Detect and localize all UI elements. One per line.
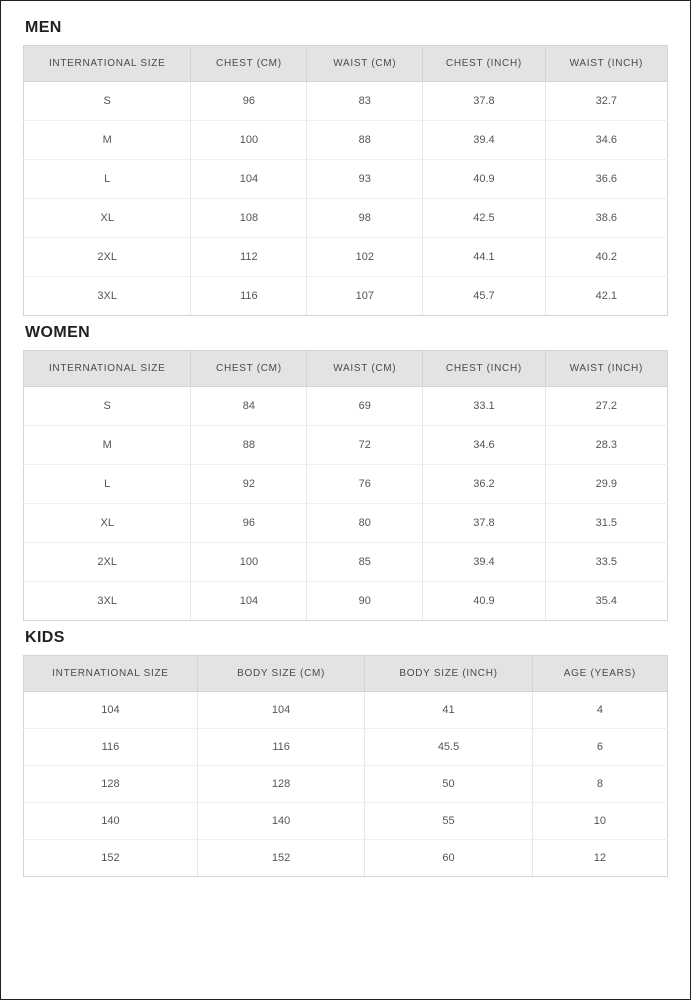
- cell-body-cm: 116: [197, 729, 364, 766]
- table-head: [24, 46, 668, 82]
- cell-size: 116: [24, 729, 198, 766]
- column-header: WAIST (INCH): [545, 351, 667, 387]
- cell-chest-inch: 36.2: [423, 465, 545, 504]
- cell-chest-inch: 42.5: [423, 199, 545, 238]
- cell-chest-cm: 100: [191, 543, 307, 582]
- cell-waist-inch: 28.3: [545, 426, 667, 465]
- table-row: [24, 840, 668, 877]
- table-row: [24, 160, 668, 199]
- section-kids: [23, 629, 668, 877]
- cell-waist-cm: 107: [307, 277, 423, 316]
- cell-size: XL: [24, 504, 191, 543]
- table-body: [24, 387, 668, 621]
- table-row: [24, 277, 668, 316]
- cell-waist-inch: 42.1: [545, 277, 667, 316]
- cell-chest-inch: 39.4: [423, 543, 545, 582]
- table-body: [24, 82, 668, 316]
- cell-chest-inch: 34.6: [423, 426, 545, 465]
- cell-chest-cm: 100: [191, 121, 307, 160]
- cell-waist-cm: 93: [307, 160, 423, 199]
- table-row: [24, 803, 668, 840]
- cell-chest-cm: 104: [191, 160, 307, 199]
- cell-waist-inch: 32.7: [545, 82, 667, 121]
- cell-body-inch: 41: [365, 692, 532, 729]
- cell-size: 128: [24, 766, 198, 803]
- section-women: [23, 324, 668, 621]
- table-header-row: [24, 351, 668, 387]
- cell-size: 2XL: [24, 238, 191, 277]
- cell-waist-inch: 33.5: [545, 543, 667, 582]
- cell-chest-cm: 116: [191, 277, 307, 316]
- cell-size: 2XL: [24, 543, 191, 582]
- size-table-men: [23, 45, 668, 316]
- cell-chest-cm: 88: [191, 426, 307, 465]
- cell-body-inch: 60: [365, 840, 532, 877]
- cell-chest-inch: 45.7: [423, 277, 545, 316]
- column-header: WAIST (CM): [307, 351, 423, 387]
- cell-waist-cm: 85: [307, 543, 423, 582]
- column-header: INTERNATIONAL SIZE: [24, 46, 191, 82]
- table-body: [24, 692, 668, 877]
- cell-chest-inch: 37.8: [423, 82, 545, 121]
- size-table-kids: [23, 655, 668, 877]
- cell-size: 3XL: [24, 582, 191, 621]
- table-row: [24, 387, 668, 426]
- column-header: BODY SIZE (INCH): [365, 656, 532, 692]
- cell-waist-cm: 98: [307, 199, 423, 238]
- cell-waist-cm: 69: [307, 387, 423, 426]
- table-row: [24, 729, 668, 766]
- cell-age: 12: [532, 840, 667, 877]
- cell-chest-inch: 40.9: [423, 160, 545, 199]
- cell-waist-cm: 90: [307, 582, 423, 621]
- cell-waist-cm: 102: [307, 238, 423, 277]
- column-header: WAIST (INCH): [545, 46, 667, 82]
- cell-chest-cm: 84: [191, 387, 307, 426]
- table-header-row: [24, 656, 668, 692]
- cell-size: XL: [24, 199, 191, 238]
- cell-body-cm: 152: [197, 840, 364, 877]
- cell-chest-inch: 44.1: [423, 238, 545, 277]
- column-header: CHEST (INCH): [423, 46, 545, 82]
- cell-waist-inch: 38.6: [545, 199, 667, 238]
- table-row: [24, 504, 668, 543]
- cell-chest-inch: 40.9: [423, 582, 545, 621]
- column-header: WAIST (CM): [307, 46, 423, 82]
- cell-waist-inch: 31.5: [545, 504, 667, 543]
- cell-chest-cm: 92: [191, 465, 307, 504]
- column-header: CHEST (CM): [191, 46, 307, 82]
- cell-size: S: [24, 387, 191, 426]
- table-row: [24, 766, 668, 803]
- cell-size: L: [24, 160, 191, 199]
- cell-chest-inch: 37.8: [423, 504, 545, 543]
- cell-chest-cm: 96: [191, 82, 307, 121]
- column-header: CHEST (CM): [191, 351, 307, 387]
- cell-size: 3XL: [24, 277, 191, 316]
- cell-waist-cm: 80: [307, 504, 423, 543]
- section-men: [23, 19, 668, 316]
- cell-body-cm: 128: [197, 766, 364, 803]
- cell-chest-cm: 108: [191, 199, 307, 238]
- table-row: [24, 199, 668, 238]
- size-table-women: [23, 350, 668, 621]
- column-header: AGE (YEARS): [532, 656, 667, 692]
- cell-size: M: [24, 426, 191, 465]
- cell-waist-inch: 40.2: [545, 238, 667, 277]
- table-head: [24, 656, 668, 692]
- cell-body-cm: 104: [197, 692, 364, 729]
- cell-body-cm: 140: [197, 803, 364, 840]
- cell-body-inch: 55: [365, 803, 532, 840]
- cell-age: 8: [532, 766, 667, 803]
- cell-waist-cm: 88: [307, 121, 423, 160]
- cell-waist-inch: 29.9: [545, 465, 667, 504]
- cell-chest-inch: 33.1: [423, 387, 545, 426]
- cell-size: 104: [24, 692, 198, 729]
- table-row: [24, 692, 668, 729]
- cell-size: S: [24, 82, 191, 121]
- column-header: INTERNATIONAL SIZE: [24, 351, 191, 387]
- column-header: CHEST (INCH): [423, 351, 545, 387]
- cell-body-inch: 50: [365, 766, 532, 803]
- table-row: [24, 543, 668, 582]
- table-row: [24, 82, 668, 121]
- column-header: BODY SIZE (CM): [197, 656, 364, 692]
- cell-chest-inch: 39.4: [423, 121, 545, 160]
- cell-age: 4: [532, 692, 667, 729]
- cell-body-inch: 45.5: [365, 729, 532, 766]
- cell-waist-cm: 76: [307, 465, 423, 504]
- cell-age: 6: [532, 729, 667, 766]
- table-row: [24, 582, 668, 621]
- table-row: [24, 238, 668, 277]
- cell-waist-cm: 83: [307, 82, 423, 121]
- cell-age: 10: [532, 803, 667, 840]
- cell-waist-inch: 36.6: [545, 160, 667, 199]
- table-row: [24, 465, 668, 504]
- cell-waist-cm: 72: [307, 426, 423, 465]
- cell-size: L: [24, 465, 191, 504]
- cell-waist-inch: 35.4: [545, 582, 667, 621]
- cell-size: 140: [24, 803, 198, 840]
- table-row: [24, 426, 668, 465]
- cell-waist-inch: 27.2: [545, 387, 667, 426]
- cell-chest-cm: 96: [191, 504, 307, 543]
- table-header-row: [24, 46, 668, 82]
- section-title-women: WOMEN: [25, 324, 91, 341]
- cell-size: 152: [24, 840, 198, 877]
- table-head: [24, 351, 668, 387]
- cell-chest-cm: 104: [191, 582, 307, 621]
- section-title-kids: KIDS: [25, 629, 65, 646]
- column-header: INTERNATIONAL SIZE: [24, 656, 198, 692]
- table-row: [24, 121, 668, 160]
- cell-chest-cm: 112: [191, 238, 307, 277]
- section-title-men: MEN: [25, 19, 62, 36]
- cell-size: M: [24, 121, 191, 160]
- cell-waist-inch: 34.6: [545, 121, 667, 160]
